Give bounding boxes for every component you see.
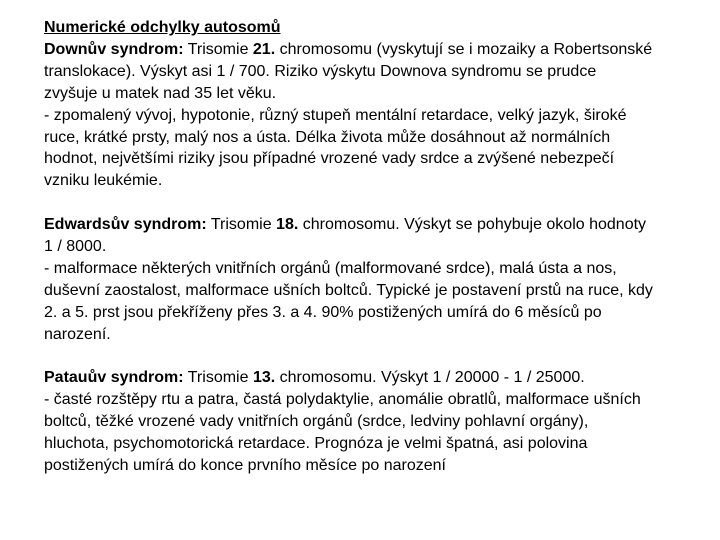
chromosome-number: 21.	[252, 40, 276, 58]
chromosome-number: 13.	[252, 369, 276, 387]
trisomy-suffix: chromosomu. Výskyt se pohybuje okolo hodnoty 1 / 8000.	[44, 216, 647, 256]
trisomy-suffix: chromosomu. Výskyt 1 / 20000 - 1 / 25000.	[275, 369, 585, 387]
trisomy-prefix: Trisomie	[183, 369, 253, 387]
document-body	[44, 17, 654, 477]
syndrome-name: Downův syndrom:	[44, 40, 184, 58]
page-title: Numerické odchylky autosomů	[44, 19, 281, 36]
trisomy-prefix: Trisomie	[206, 216, 277, 234]
syndrome-description: - časté rozštěpy rtu a patra, častá polydaktylie, anomálie obratlů, malformace ušních boltců, těžké vrozené vady vnitřních orgánů (srdce, ledviny pohlavní orgány), hluchota, psychomotorická retardace. Prognóza je velmi špatná, asi polovina postižených umírá do konce prvního měsíce po narození	[44, 391, 641, 475]
trisomy-suffix: chromosomu (vyskytují se i mozaiky a Robertsonské translokace). Výskyt asi 1 / 700. Riziko výskytu Downova syndromu se prudce zvyšuje u matek nad 35 let věku.	[44, 40, 653, 102]
syndrome-description: - zpomalený vývoj, hypotonie, různý stupeň mentální retardace, velký jazyk, široké ruce, krátké prsty, malý nos a ústa. Délka života může dosáhnout až normálních hodnot, největšími riziky jsou případné vrozené vady srdce a zvýšené nebezpečí vzniku leukémie.	[44, 106, 627, 190]
section-down-syndrome	[44, 39, 654, 192]
syndrome-name: Edwardsův syndrom:	[44, 216, 207, 234]
syndrome-description: - malformace některých vnitřních orgánů (malformované srdce), malá ústa a nos, duševní zaostalost, malformace ušních boltců. Typické je postavení prstů na ruce, kdy 2. a 5. prst jsou překříženy přes 3. a 4. 90% postižených umírá do 6 měsíců po narození.	[44, 259, 653, 343]
chromosome-number: 18.	[276, 216, 299, 234]
syndrome-name: Patauův syndrom:	[44, 369, 184, 387]
section-patau-syndrome	[44, 367, 654, 477]
section-edwards-syndrome	[44, 214, 654, 345]
trisomy-prefix: Trisomie	[183, 40, 253, 58]
